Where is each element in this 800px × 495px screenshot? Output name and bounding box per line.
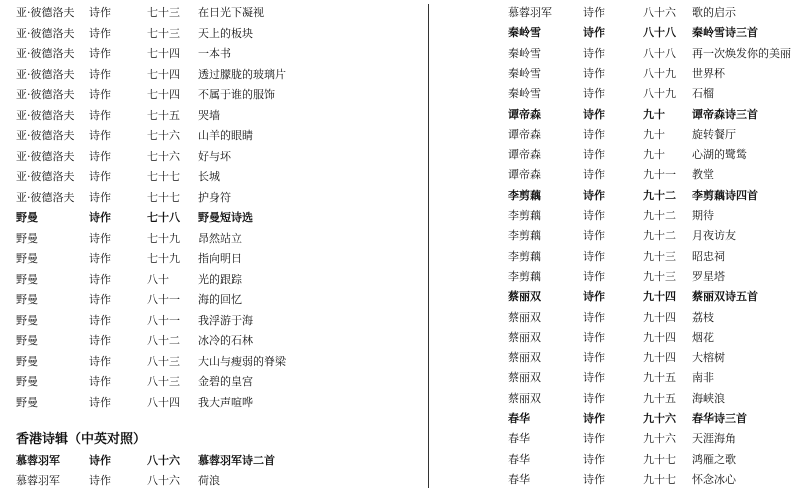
entry-type: 诗作 — [583, 412, 605, 425]
entry-title: 冰冷的石林 — [198, 334, 253, 347]
toc-entry — [0, 311, 428, 331]
toc-entry — [0, 393, 428, 413]
entry-author: 野曼 — [16, 252, 38, 265]
entry-author: 野曼 — [16, 354, 38, 368]
entry-page: 九十 — [643, 107, 665, 121]
entry-type: 诗作 — [89, 88, 111, 101]
entry-page: 七十七 — [147, 190, 180, 204]
toc-entry — [432, 44, 800, 64]
entry-page: 八十九 — [643, 87, 676, 101]
toc-entry — [432, 226, 800, 246]
entry-page: 九十七 — [643, 452, 676, 466]
toc-entry — [0, 471, 428, 491]
toc-entry — [432, 470, 800, 490]
entry-type: 诗作 — [89, 129, 111, 142]
entry-title: 慕蓉羽军诗二首 — [198, 454, 275, 467]
entry-page: 九十二 — [643, 229, 676, 243]
entry-type: 诗作 — [583, 310, 605, 324]
entry-type: 诗作 — [583, 6, 605, 19]
entry-type: 诗作 — [583, 188, 605, 202]
entry-title: 怀念冰心 — [692, 472, 736, 486]
toc-entry — [432, 409, 800, 429]
entry-page: 七十三 — [147, 6, 180, 19]
entry-author: 野曼 — [16, 313, 38, 327]
entry-author: 野曼 — [16, 293, 38, 306]
entry-page: 八十 — [147, 272, 169, 286]
entry-author: 亚·彼德洛夫 — [16, 190, 75, 204]
entry-type: 诗作 — [89, 313, 111, 327]
entry-author: 春华 — [508, 452, 530, 466]
toc-entry — [432, 145, 800, 165]
toc-entry — [432, 450, 800, 470]
entry-page: 七十七 — [147, 170, 180, 183]
entry-author: 秦岭雪 — [508, 26, 541, 40]
entry-author: 野曼 — [16, 375, 38, 388]
entry-title: 一本书 — [198, 47, 231, 60]
entry-author: 春华 — [508, 472, 530, 486]
entry-title: 心湖的鹭鸶 — [692, 148, 747, 162]
entry-title: 不属于谁的服饰 — [198, 88, 275, 101]
entry-type: 诗作 — [583, 249, 605, 263]
entry-title: 昭忠祠 — [692, 249, 725, 263]
entry-type: 诗作 — [89, 252, 111, 265]
entry-author: 亚·彼德洛夫 — [16, 26, 75, 40]
entry-type: 诗作 — [89, 108, 111, 122]
entry-author: 亚·彼德洛夫 — [16, 149, 75, 163]
entry-type: 诗作 — [583, 66, 605, 80]
toc-entry — [432, 84, 800, 104]
entry-type: 诗作 — [583, 26, 605, 40]
entry-title: 哭墙 — [198, 108, 220, 122]
entry-page: 九十四 — [643, 290, 676, 304]
toc-entry — [432, 206, 800, 226]
entry-type: 诗作 — [89, 190, 111, 204]
toc-entry — [432, 23, 800, 43]
entry-title: 指向明日 — [198, 252, 242, 265]
entry-title: 海的回忆 — [198, 293, 242, 306]
entry-title: 谭帝森诗三首 — [692, 107, 758, 121]
entry-title: 石榴 — [692, 87, 714, 101]
entry-title: 鸿雁之歌 — [692, 452, 736, 466]
entry-title: 教堂 — [692, 168, 714, 182]
toc-entry — [432, 389, 800, 409]
entry-type: 诗作 — [583, 209, 605, 222]
entry-title: 我浮游于海 — [198, 313, 253, 327]
entry-page: 七十五 — [147, 108, 180, 122]
entry-type: 诗作 — [89, 375, 111, 388]
toc-entry — [0, 290, 428, 310]
entry-author: 野曼 — [16, 231, 38, 245]
toc-entry — [0, 106, 428, 126]
toc-entry — [0, 229, 428, 249]
entry-author: 谭帝森 — [508, 107, 541, 121]
entry-type: 诗作 — [583, 330, 605, 344]
entry-author: 春华 — [508, 412, 530, 425]
entry-title: 秦岭雪诗三首 — [692, 26, 758, 40]
entry-title: 海峡浪 — [692, 391, 725, 405]
entry-title: 旋转餐厅 — [692, 127, 736, 141]
entry-title: 再一次焕发你的美丽 — [692, 46, 791, 60]
entry-author: 野曼 — [16, 211, 38, 224]
toc-entry — [432, 105, 800, 125]
toc-entry — [0, 352, 428, 372]
entry-type: 诗作 — [583, 107, 605, 121]
toc-entry — [432, 368, 800, 388]
entry-type: 诗作 — [583, 148, 605, 162]
entry-title: 大山与瘦弱的脊梁 — [198, 354, 286, 368]
entry-page: 九十二 — [643, 209, 676, 222]
entry-page: 八十二 — [147, 334, 180, 347]
entry-author: 秦岭雪 — [508, 66, 541, 80]
toc-entry — [432, 64, 800, 84]
entry-author: 蔡丽双 — [508, 391, 541, 405]
entry-author: 谭帝森 — [508, 127, 541, 141]
toc-entry — [432, 186, 800, 206]
entry-title: 野曼短诗选 — [198, 211, 253, 224]
entry-type: 诗作 — [89, 293, 111, 306]
column-divider — [428, 4, 429, 488]
toc-entry — [432, 287, 800, 307]
entry-title: 山羊的眼睛 — [198, 129, 253, 142]
entry-page: 八十六 — [643, 6, 676, 19]
entry-author: 慕蓉羽军 — [16, 474, 60, 487]
entry-title: 透过朦胧的玻璃片 — [198, 67, 286, 81]
entry-author: 李剪藕 — [508, 249, 541, 263]
entry-type: 诗作 — [89, 26, 111, 40]
entry-author: 慕蓉羽军 — [16, 454, 60, 467]
entry-author: 李剪藕 — [508, 188, 541, 202]
entry-type: 诗作 — [89, 354, 111, 368]
entry-page: 九十一 — [643, 168, 676, 182]
entry-page: 八十九 — [643, 66, 676, 80]
entry-author: 谭帝森 — [508, 148, 541, 162]
entry-page: 九十七 — [643, 472, 676, 486]
entry-page: 七十八 — [147, 211, 180, 224]
entry-type: 诗作 — [89, 67, 111, 81]
entry-author: 谭帝森 — [508, 168, 541, 182]
entry-author: 亚·彼德洛夫 — [16, 88, 75, 101]
entry-title: 烟花 — [692, 330, 714, 344]
entry-title: 长城 — [198, 170, 220, 183]
entry-author: 蔡丽双 — [508, 330, 541, 344]
toc-entry — [432, 267, 800, 287]
entry-author: 野曼 — [16, 272, 38, 286]
entry-author: 春华 — [508, 432, 530, 446]
entry-title: 荷浪 — [198, 474, 220, 487]
entry-type: 诗作 — [89, 334, 111, 347]
entry-type: 诗作 — [89, 6, 111, 19]
entry-type: 诗作 — [89, 395, 111, 409]
entry-author: 野曼 — [16, 395, 38, 409]
toc-entry — [0, 3, 428, 23]
toc-entry — [0, 65, 428, 85]
entry-page: 九十 — [643, 127, 665, 141]
entry-title: 春华诗三首 — [692, 412, 747, 425]
entry-title: 蔡丽双诗五首 — [692, 290, 758, 304]
entry-type: 诗作 — [89, 454, 111, 467]
entry-page: 八十六 — [147, 454, 180, 467]
entry-page: 九十三 — [643, 269, 676, 283]
toc-entry — [0, 126, 428, 146]
entry-author: 慕蓉羽军 — [508, 6, 552, 19]
entry-page: 七十六 — [147, 149, 180, 163]
entry-type: 诗作 — [583, 351, 605, 365]
entry-type: 诗作 — [583, 229, 605, 243]
entry-page: 九十 — [643, 148, 665, 162]
entry-type: 诗作 — [583, 127, 605, 141]
entry-author: 亚·彼德洛夫 — [16, 47, 75, 60]
entry-author: 野曼 — [16, 334, 38, 347]
entry-author: 秦岭雪 — [508, 87, 541, 101]
entry-page: 九十四 — [643, 310, 676, 324]
entry-page: 九十五 — [643, 371, 676, 385]
entry-title: 好与坏 — [198, 149, 231, 163]
entry-type: 诗作 — [583, 269, 605, 283]
entry-author: 亚·彼德洛夫 — [16, 129, 75, 142]
entry-title: 金碧的皇宫 — [198, 375, 253, 388]
entry-title: 天涯海角 — [692, 432, 736, 446]
entry-page: 七十三 — [147, 26, 180, 40]
entry-author: 亚·彼德洛夫 — [16, 67, 75, 81]
entry-type: 诗作 — [583, 290, 605, 304]
entry-page: 八十三 — [147, 354, 180, 368]
entry-title: 护身符 — [198, 190, 231, 204]
entry-page: 八十一 — [147, 313, 180, 327]
entry-page: 八十八 — [643, 46, 676, 60]
toc-entry — [432, 348, 800, 368]
entry-page: 九十三 — [643, 249, 676, 263]
entry-page: 七十六 — [147, 129, 180, 142]
entry-page: 七十九 — [147, 252, 180, 265]
entry-title: 罗星塔 — [692, 269, 725, 283]
entry-author: 蔡丽双 — [508, 290, 541, 304]
entry-page: 九十四 — [643, 330, 676, 344]
toc-entry — [0, 372, 428, 392]
entry-type: 诗作 — [583, 452, 605, 466]
entry-type: 诗作 — [89, 272, 111, 286]
entry-type: 诗作 — [583, 46, 605, 60]
entry-title: 大榕树 — [692, 351, 725, 365]
entry-page: 八十四 — [147, 395, 180, 409]
entry-author: 蔡丽双 — [508, 351, 541, 365]
entry-type: 诗作 — [583, 391, 605, 405]
entry-type: 诗作 — [583, 371, 605, 385]
entry-page: 八十一 — [147, 293, 180, 306]
entry-title: 月夜访友 — [692, 229, 736, 243]
entry-author: 李剪藕 — [508, 229, 541, 243]
toc-entry — [432, 125, 800, 145]
entry-title: 我大声喧哗 — [198, 395, 253, 409]
toc-entry — [0, 188, 428, 208]
entry-title: 歌的启示 — [692, 6, 736, 19]
entry-author: 蔡丽双 — [508, 371, 541, 385]
entry-title: 天上的板块 — [198, 26, 253, 40]
toc-entry — [432, 328, 800, 348]
entry-title: 荔枝 — [692, 310, 714, 324]
entry-author: 亚·彼德洛夫 — [16, 108, 75, 122]
entry-page: 九十五 — [643, 391, 676, 405]
toc-entry — [0, 249, 428, 269]
entry-page: 八十六 — [147, 474, 180, 487]
entry-type: 诗作 — [89, 231, 111, 245]
entry-type: 诗作 — [583, 472, 605, 486]
entry-type: 诗作 — [583, 168, 605, 182]
section-heading: 香港诗辑（中英对照） — [16, 432, 147, 447]
entry-title: 世界杯 — [692, 66, 725, 80]
entry-title: 南非 — [692, 371, 714, 385]
entry-page: 九十六 — [643, 432, 676, 446]
toc-entry — [432, 429, 800, 449]
entry-page: 八十八 — [643, 26, 676, 40]
entry-type: 诗作 — [89, 211, 111, 224]
entry-author: 亚·彼德洛夫 — [16, 170, 75, 183]
entry-page: 九十二 — [643, 188, 676, 202]
toc-entry — [0, 24, 428, 44]
toc-entry — [432, 247, 800, 267]
toc-entry — [0, 44, 428, 64]
entry-page: 七十九 — [147, 231, 180, 245]
entry-type: 诗作 — [583, 87, 605, 101]
toc-entry — [432, 308, 800, 328]
entry-title: 昂然站立 — [198, 231, 242, 245]
toc-entry — [0, 208, 428, 228]
entry-page: 七十四 — [147, 67, 180, 81]
toc-entry — [0, 85, 428, 105]
toc-entry — [0, 270, 428, 290]
entry-author: 亚·彼德洛夫 — [16, 6, 75, 19]
entry-author: 蔡丽双 — [508, 310, 541, 324]
entry-type: 诗作 — [89, 47, 111, 60]
toc-entry — [0, 167, 428, 187]
entry-page: 九十四 — [643, 351, 676, 365]
entry-author: 李剪藕 — [508, 209, 541, 222]
toc-entry — [0, 451, 428, 471]
entry-type: 诗作 — [583, 432, 605, 446]
entry-author: 秦岭雪 — [508, 46, 541, 60]
entry-page: 九十六 — [643, 412, 676, 425]
entry-type: 诗作 — [89, 474, 111, 487]
toc-entry — [0, 147, 428, 167]
entry-title: 期待 — [692, 209, 714, 222]
entry-author: 李剪藕 — [508, 269, 541, 283]
toc-entry — [432, 3, 800, 23]
toc-entry — [0, 331, 428, 351]
entry-title: 在日光下凝视 — [198, 6, 264, 19]
toc-entry — [432, 165, 800, 185]
entry-type: 诗作 — [89, 170, 111, 183]
entry-page: 八十三 — [147, 375, 180, 388]
entry-title: 李剪藕诗四首 — [692, 188, 758, 202]
entry-page: 七十四 — [147, 88, 180, 101]
entry-title: 光的跟踪 — [198, 272, 242, 286]
entry-page: 七十四 — [147, 47, 180, 60]
entry-type: 诗作 — [89, 149, 111, 163]
